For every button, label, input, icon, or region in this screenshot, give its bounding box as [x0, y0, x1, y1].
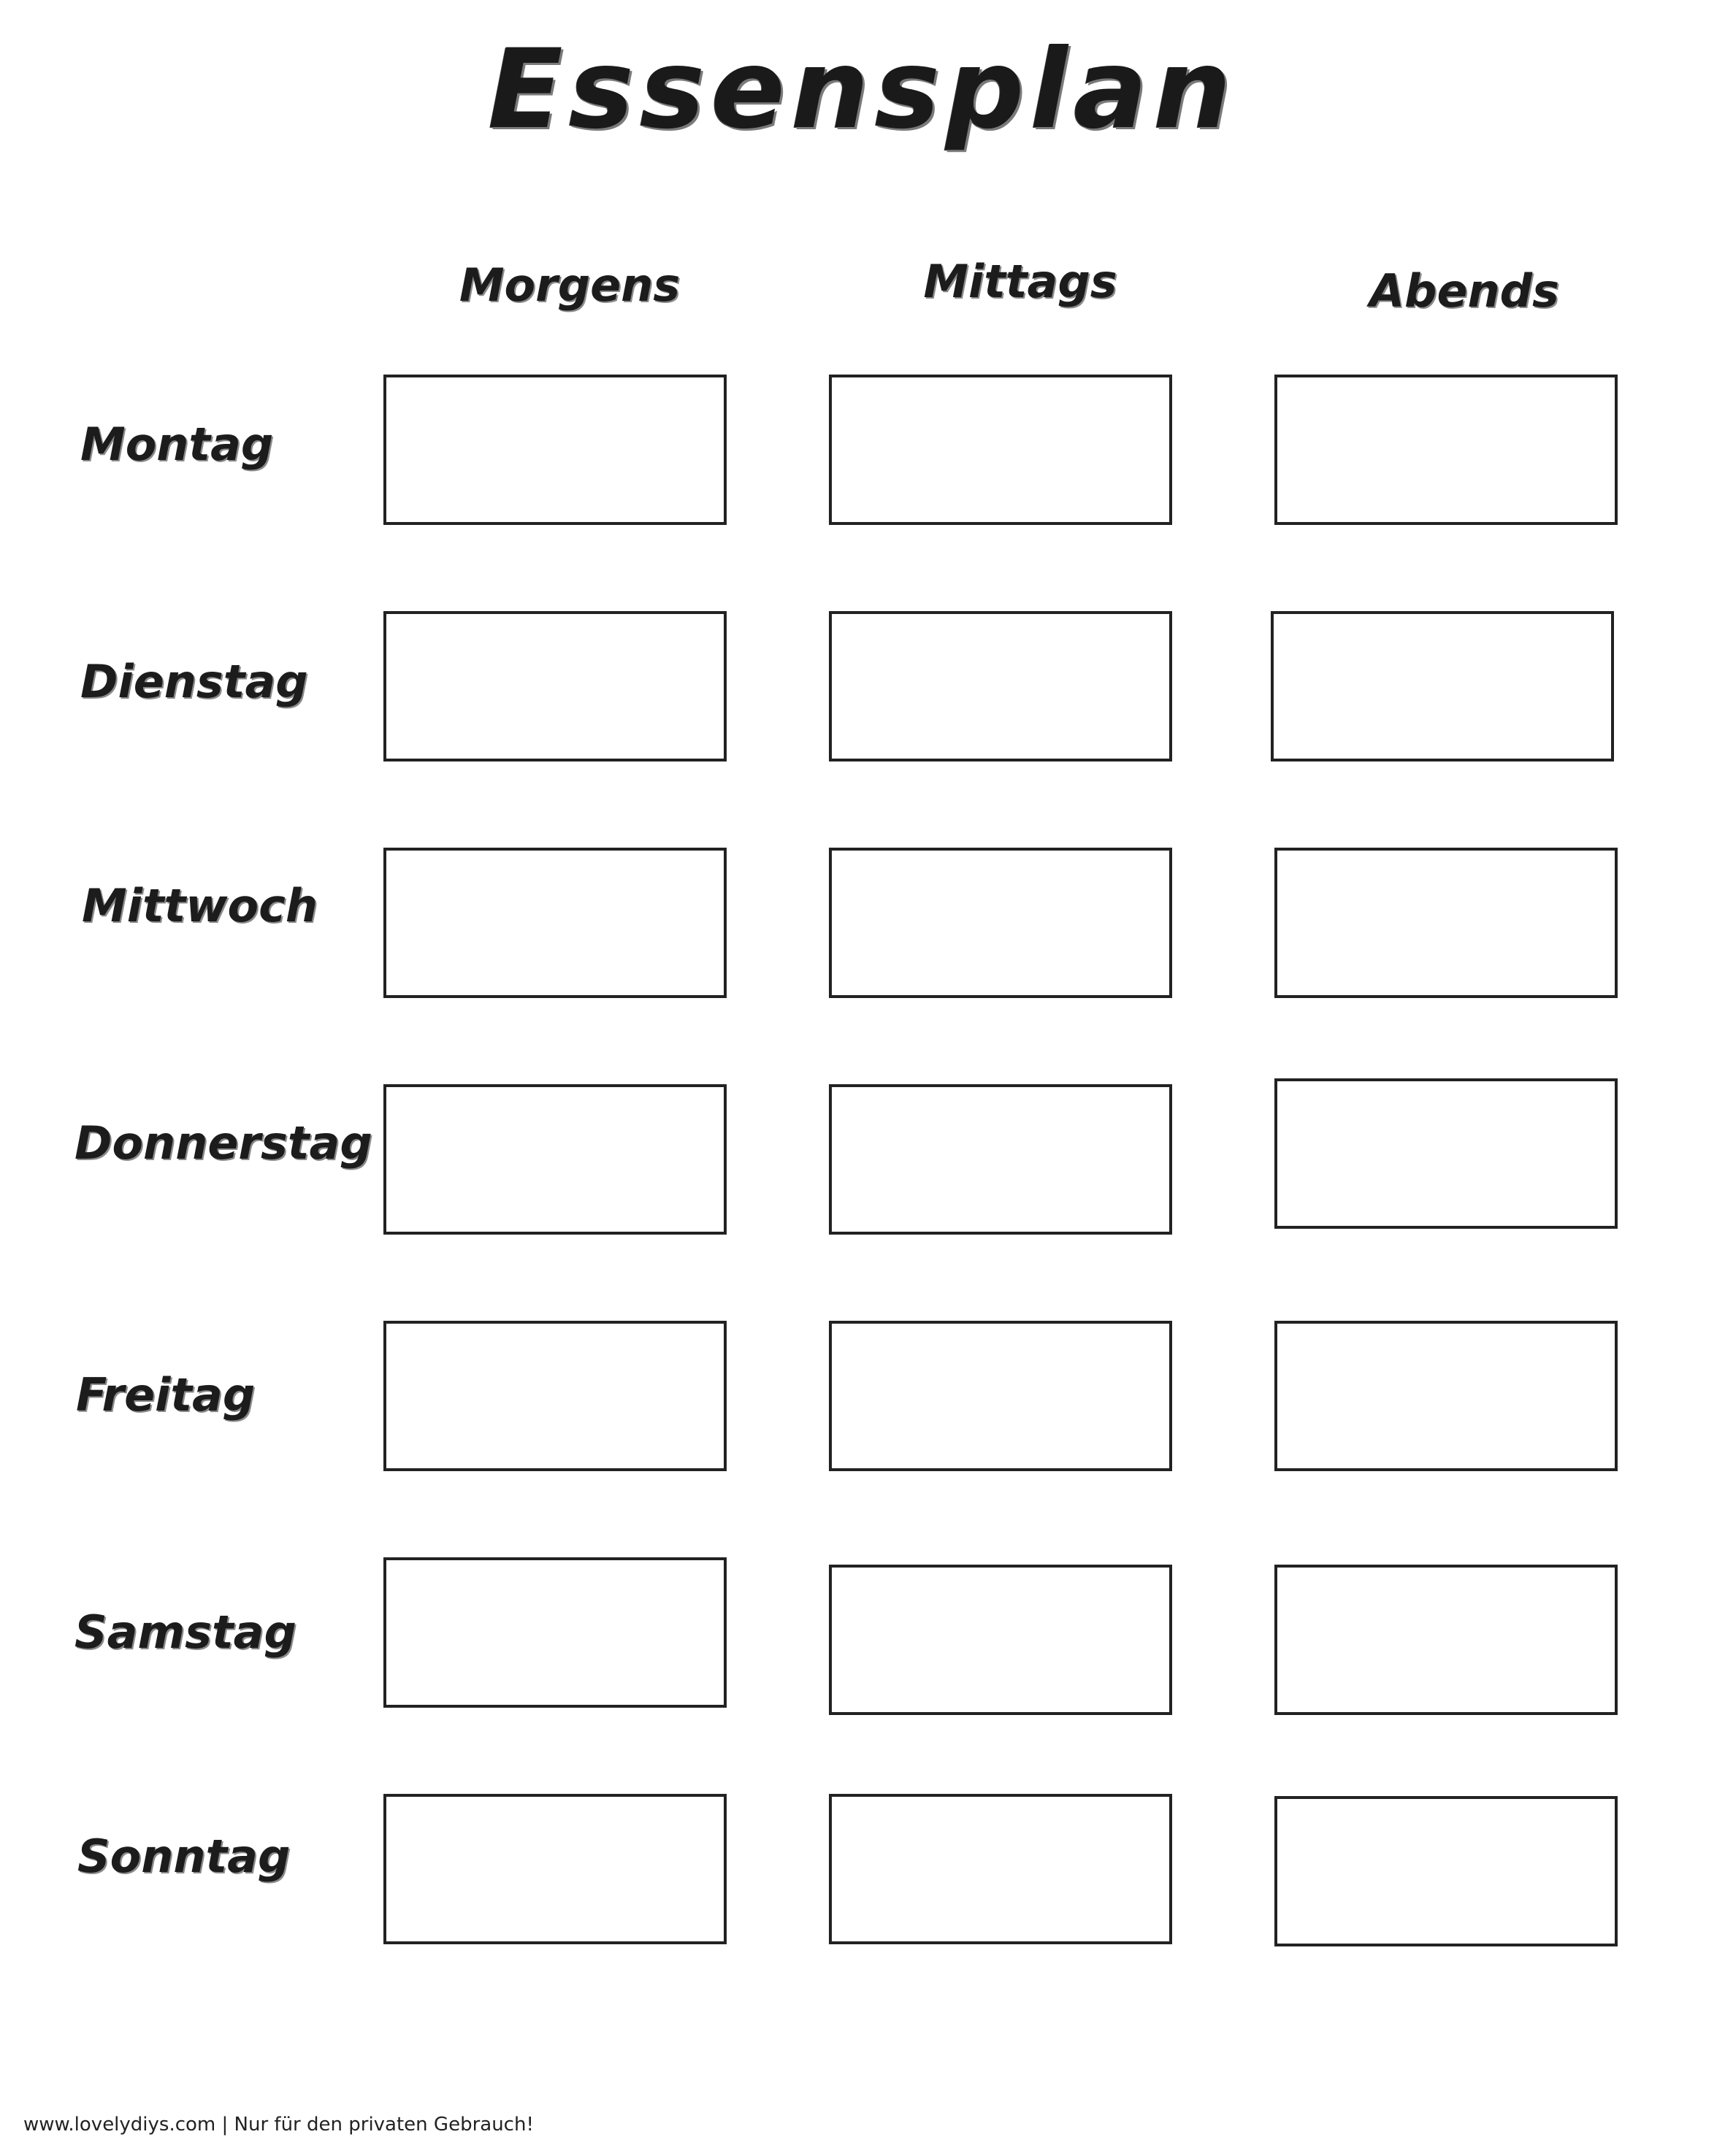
- meal-box-freitag-abends[interactable]: [1274, 1321, 1618, 1471]
- column-header-abends: Abends: [1369, 264, 1559, 318]
- day-label-dienstag: Dienstag: [80, 655, 308, 708]
- meal-box-montag-mittags[interactable]: [829, 375, 1172, 525]
- day-label-mittwoch: Mittwoch: [82, 879, 318, 932]
- day-label-samstag: Samstag: [74, 1606, 297, 1659]
- meal-box-donnerstag-morgens[interactable]: [383, 1084, 727, 1235]
- meal-box-mittwoch-abends[interactable]: [1274, 848, 1618, 998]
- meal-box-mittwoch-mittags[interactable]: [829, 848, 1172, 998]
- day-label-montag: Montag: [80, 418, 274, 471]
- meal-box-mittwoch-morgens[interactable]: [383, 848, 727, 998]
- meal-box-sonntag-morgens[interactable]: [383, 1794, 727, 1944]
- meal-box-montag-abends[interactable]: [1274, 375, 1618, 525]
- meal-box-donnerstag-mittags[interactable]: [829, 1084, 1172, 1235]
- meal-box-dienstag-mittags[interactable]: [829, 611, 1172, 761]
- meal-box-sonntag-mittags[interactable]: [829, 1794, 1172, 1944]
- meal-box-samstag-abends[interactable]: [1274, 1565, 1618, 1715]
- meal-box-samstag-mittags[interactable]: [829, 1565, 1172, 1715]
- column-header-mittags: Mittags: [923, 255, 1117, 308]
- day-label-donnerstag: Donnerstag: [74, 1116, 372, 1170]
- meal-box-donnerstag-abends[interactable]: [1274, 1078, 1618, 1229]
- meal-box-freitag-mittags[interactable]: [829, 1321, 1172, 1471]
- meal-box-dienstag-morgens[interactable]: [383, 611, 727, 761]
- day-label-sonntag: Sonntag: [77, 1830, 291, 1883]
- meal-box-dienstag-abends[interactable]: [1271, 611, 1614, 761]
- meal-box-samstag-morgens[interactable]: [383, 1557, 727, 1708]
- footer-credit: www.lovelydiys.com | Nur für den privaten Gebrauch!: [23, 2114, 534, 2136]
- page-title: Essensplan: [488, 26, 1237, 153]
- meal-box-montag-morgens[interactable]: [383, 375, 727, 525]
- meal-box-freitag-morgens[interactable]: [383, 1321, 727, 1471]
- meal-box-sonntag-abends[interactable]: [1274, 1796, 1618, 1946]
- day-label-freitag: Freitag: [76, 1368, 256, 1422]
- column-header-morgens: Morgens: [459, 258, 681, 312]
